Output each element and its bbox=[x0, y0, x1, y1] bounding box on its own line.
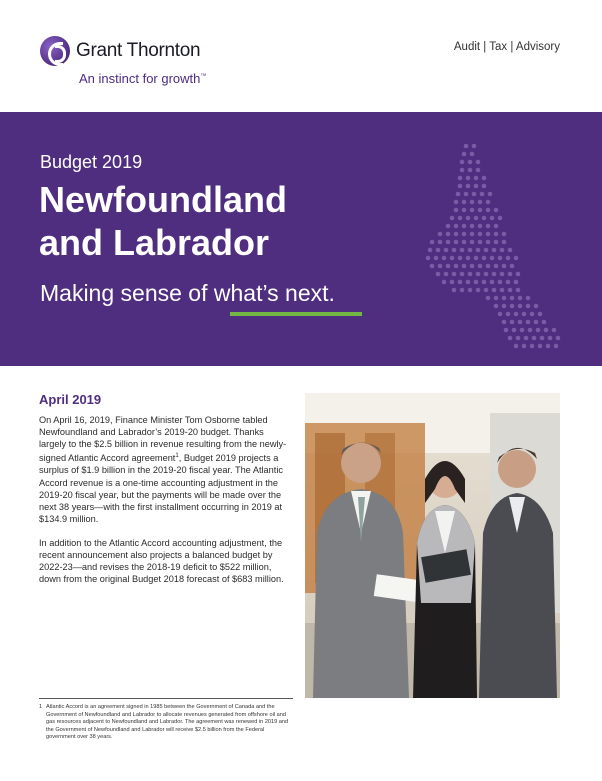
map-dot bbox=[522, 312, 527, 317]
map-dot bbox=[510, 320, 515, 325]
map-dot bbox=[502, 232, 507, 237]
map-dot bbox=[476, 160, 481, 165]
map-dot bbox=[436, 248, 441, 253]
map-dot bbox=[478, 232, 483, 237]
grant-thornton-logo bbox=[40, 36, 250, 96]
map-dot bbox=[530, 312, 535, 317]
map-dot bbox=[502, 264, 507, 269]
map-dot bbox=[494, 208, 499, 213]
map-dot bbox=[462, 208, 467, 213]
map-dot bbox=[466, 216, 471, 221]
map-dot bbox=[530, 344, 535, 349]
map-dot bbox=[506, 280, 511, 285]
map-dot bbox=[490, 280, 495, 285]
article-date-heading: April 2019 bbox=[39, 392, 102, 407]
map-dot bbox=[494, 296, 499, 301]
page-header bbox=[0, 0, 602, 112]
map-dot bbox=[538, 344, 543, 349]
map-dot bbox=[464, 192, 469, 197]
map-dot bbox=[486, 296, 491, 301]
map-dot bbox=[508, 336, 513, 341]
footnote-number: 1 bbox=[39, 704, 43, 710]
map-dot bbox=[546, 344, 551, 349]
map-dot bbox=[514, 312, 519, 317]
map-dot bbox=[482, 256, 487, 261]
map-dot bbox=[438, 264, 443, 269]
map-dot bbox=[462, 152, 467, 157]
map-dot bbox=[462, 240, 467, 245]
map-dot bbox=[466, 256, 471, 261]
hero-kicker: Budget 2019 bbox=[40, 152, 143, 172]
map-dot bbox=[454, 240, 459, 245]
map-dot bbox=[454, 232, 459, 237]
map-dot bbox=[468, 288, 473, 293]
map-dot bbox=[482, 176, 487, 181]
map-dot bbox=[474, 256, 479, 261]
map-dot bbox=[478, 264, 483, 269]
paragraph-1-text-b: , Budget 2019 projects a surplus of $1.9 billion in the 2019-20 fiscal year. The Atlantic Accord revenue is a one-time accounting adjustment in the 2019-20 fiscal year, but the payments will be made over the next 38 years—with the first installment occurring in 2019 at $134.9 million. bbox=[39, 453, 283, 524]
map-dot bbox=[454, 224, 459, 229]
map-dot bbox=[476, 248, 481, 253]
map-dot bbox=[466, 176, 471, 181]
map-dot bbox=[470, 224, 475, 229]
hero-title bbox=[39, 178, 419, 264]
map-dot bbox=[452, 288, 457, 293]
footnote-reference[interactable]: 1 bbox=[175, 453, 179, 460]
map-dot bbox=[548, 336, 553, 341]
map-dot bbox=[478, 224, 483, 229]
map-dot bbox=[504, 328, 509, 333]
map-dot bbox=[526, 304, 531, 309]
map-dot bbox=[514, 344, 519, 349]
map-dot bbox=[526, 296, 531, 301]
map-dot bbox=[452, 272, 457, 277]
hero-tagline: Making sense of what’s next. bbox=[40, 280, 335, 306]
map-dot bbox=[534, 320, 539, 325]
map-dot bbox=[498, 312, 503, 317]
map-dot bbox=[458, 216, 463, 221]
map-dot bbox=[516, 272, 521, 277]
map-dot bbox=[460, 160, 465, 165]
map-dot bbox=[540, 336, 545, 341]
map-dot bbox=[462, 200, 467, 205]
map-dot bbox=[502, 296, 507, 301]
paragraph-1-text-a: On April 16, 2019, Finance Minister Tom Osborne tabled Newfoundland and Labrador’s 2019-20 budget. Thanks largely to the $2.5 billion in revenue resulting from the newly-signed Atlantic Accord agreement bbox=[39, 415, 287, 464]
map-dot bbox=[486, 208, 491, 213]
map-dot bbox=[426, 256, 431, 261]
map-dot bbox=[450, 216, 455, 221]
grant-thornton-logo-icon bbox=[40, 36, 70, 66]
map-dot bbox=[456, 192, 461, 197]
map-dot bbox=[484, 248, 489, 253]
map-dot bbox=[474, 184, 479, 189]
map-dot bbox=[468, 160, 473, 165]
newfoundland-dot-map-icon bbox=[420, 132, 590, 362]
map-dot bbox=[442, 280, 447, 285]
map-dot bbox=[544, 328, 549, 333]
map-dot bbox=[500, 272, 505, 277]
logo-tagline-text: An instinct for growth bbox=[79, 71, 201, 86]
map-dot bbox=[430, 240, 435, 245]
map-dot bbox=[438, 240, 443, 245]
map-dot bbox=[510, 264, 515, 269]
map-dot bbox=[536, 328, 541, 333]
map-dot bbox=[506, 256, 511, 261]
map-dot bbox=[446, 224, 451, 229]
map-dot bbox=[490, 256, 495, 261]
footnote-divider bbox=[39, 698, 293, 699]
logo-name: Grant Thornton bbox=[76, 40, 201, 61]
map-dot bbox=[514, 280, 519, 285]
map-dot bbox=[454, 264, 459, 269]
map-dot bbox=[462, 232, 467, 237]
map-dot bbox=[484, 272, 489, 277]
map-dot bbox=[510, 304, 515, 309]
map-dot bbox=[470, 208, 475, 213]
hero-tagline-underline bbox=[230, 312, 362, 316]
map-dot bbox=[434, 256, 439, 261]
map-dot bbox=[470, 232, 475, 237]
map-dot bbox=[446, 232, 451, 237]
map-dot bbox=[506, 312, 511, 317]
map-dot bbox=[460, 288, 465, 293]
map-dot bbox=[450, 280, 455, 285]
map-dot bbox=[494, 232, 499, 237]
map-dot bbox=[490, 216, 495, 221]
map-dot bbox=[518, 304, 523, 309]
map-dot bbox=[446, 264, 451, 269]
map-dot bbox=[482, 216, 487, 221]
map-dot bbox=[484, 288, 489, 293]
map-dot bbox=[492, 272, 497, 277]
map-dot bbox=[518, 320, 523, 325]
article-paragraph-2: In addition to the Atlantic Accord accounting adjustment, the recent announcement also projects a balanced budget by 2022-23—and revises the 2018-19 deficit to $522 million, down from the original Budget 2018 forecast of $683 million. bbox=[39, 537, 284, 585]
map-dot bbox=[478, 200, 483, 205]
map-dot bbox=[502, 320, 507, 325]
map-dot bbox=[532, 336, 537, 341]
map-dot bbox=[494, 304, 499, 309]
logo-tagline bbox=[79, 71, 206, 86]
map-dot bbox=[498, 216, 503, 221]
map-dot bbox=[554, 344, 559, 349]
map-dot bbox=[552, 328, 557, 333]
footnote bbox=[39, 704, 295, 742]
map-dot bbox=[486, 240, 491, 245]
map-dot bbox=[478, 208, 483, 213]
map-dot bbox=[494, 224, 499, 229]
map-dot bbox=[502, 304, 507, 309]
map-dot bbox=[486, 200, 491, 205]
map-dot bbox=[460, 168, 465, 173]
map-dot bbox=[516, 336, 521, 341]
map-dot bbox=[446, 240, 451, 245]
map-dot bbox=[468, 168, 473, 173]
map-dot bbox=[462, 264, 467, 269]
map-dot bbox=[510, 296, 515, 301]
map-dot bbox=[538, 312, 543, 317]
map-dot bbox=[438, 232, 443, 237]
map-dot bbox=[498, 280, 503, 285]
map-dot bbox=[500, 288, 505, 293]
business-meeting-photo bbox=[305, 393, 560, 698]
map-dot bbox=[458, 176, 463, 181]
map-dot bbox=[450, 256, 455, 261]
map-dot bbox=[476, 272, 481, 277]
map-dot bbox=[494, 240, 499, 245]
map-dot bbox=[482, 184, 487, 189]
map-dot bbox=[486, 224, 491, 229]
map-dot bbox=[534, 304, 539, 309]
logo-trademark: ™ bbox=[200, 73, 207, 80]
map-dot bbox=[492, 248, 497, 253]
map-dot bbox=[470, 200, 475, 205]
map-dot bbox=[502, 240, 507, 245]
map-dot bbox=[516, 288, 521, 293]
map-dot bbox=[436, 272, 441, 277]
map-dot bbox=[476, 288, 481, 293]
map-dot bbox=[508, 248, 513, 253]
map-dot bbox=[474, 176, 479, 181]
map-dot bbox=[470, 240, 475, 245]
map-dot bbox=[498, 256, 503, 261]
map-dot bbox=[444, 248, 449, 253]
map-dot bbox=[466, 184, 471, 189]
map-dot bbox=[522, 344, 527, 349]
map-dot bbox=[474, 216, 479, 221]
map-dot bbox=[486, 232, 491, 237]
map-dot bbox=[482, 280, 487, 285]
map-dot bbox=[494, 264, 499, 269]
map-dot bbox=[508, 288, 513, 293]
map-dot bbox=[464, 144, 469, 149]
map-dot bbox=[454, 200, 459, 205]
map-dot bbox=[528, 328, 533, 333]
footnote-text: Atlantic Accord is an agreement signed in 1985 between the Government of Canada and the Government of Newfoundland and Labrador to allocate revenues generated from offshore oil and gas resources adjacent to Newfoundland and Labrador. The agreement was renewed in 2019 and the Government of Newfoundland and Labrador will receive $2.5 billion from the Federal government over 38 years. bbox=[46, 704, 289, 740]
hero-title-line-2: and Labrador bbox=[39, 222, 270, 263]
article-body bbox=[39, 414, 293, 597]
map-dot bbox=[512, 328, 517, 333]
map-dot bbox=[428, 248, 433, 253]
map-dot bbox=[468, 248, 473, 253]
map-dot bbox=[508, 272, 513, 277]
map-dot bbox=[462, 224, 467, 229]
map-dot bbox=[458, 280, 463, 285]
map-dot bbox=[472, 144, 477, 149]
article-paragraph-1 bbox=[39, 414, 293, 525]
map-dot bbox=[492, 288, 497, 293]
map-dot bbox=[500, 248, 505, 253]
map-dot bbox=[458, 184, 463, 189]
map-dot bbox=[478, 240, 483, 245]
map-dot bbox=[488, 192, 493, 197]
map-dot bbox=[520, 328, 525, 333]
hero-title-line-1: Newfoundland bbox=[39, 179, 287, 220]
map-dot bbox=[430, 264, 435, 269]
map-dot bbox=[468, 272, 473, 277]
map-dot bbox=[556, 336, 561, 341]
map-dot bbox=[476, 168, 481, 173]
map-dot bbox=[452, 248, 457, 253]
service-lines: Audit | Tax | Advisory bbox=[453, 41, 560, 53]
map-dot bbox=[470, 152, 475, 157]
map-dot bbox=[524, 336, 529, 341]
map-dot bbox=[470, 264, 475, 269]
map-dot bbox=[474, 280, 479, 285]
map-dot bbox=[454, 208, 459, 213]
map-dot bbox=[472, 192, 477, 197]
map-dot bbox=[458, 256, 463, 261]
map-dot bbox=[526, 320, 531, 325]
map-dot bbox=[460, 272, 465, 277]
map-dot bbox=[542, 320, 547, 325]
map-dot bbox=[460, 248, 465, 253]
map-dot bbox=[442, 256, 447, 261]
hero-banner bbox=[0, 112, 602, 366]
map-dot bbox=[444, 272, 449, 277]
map-dot bbox=[466, 280, 471, 285]
map-dot bbox=[480, 192, 485, 197]
map-dot bbox=[518, 296, 523, 301]
map-dot bbox=[486, 264, 491, 269]
map-dot bbox=[514, 256, 519, 261]
